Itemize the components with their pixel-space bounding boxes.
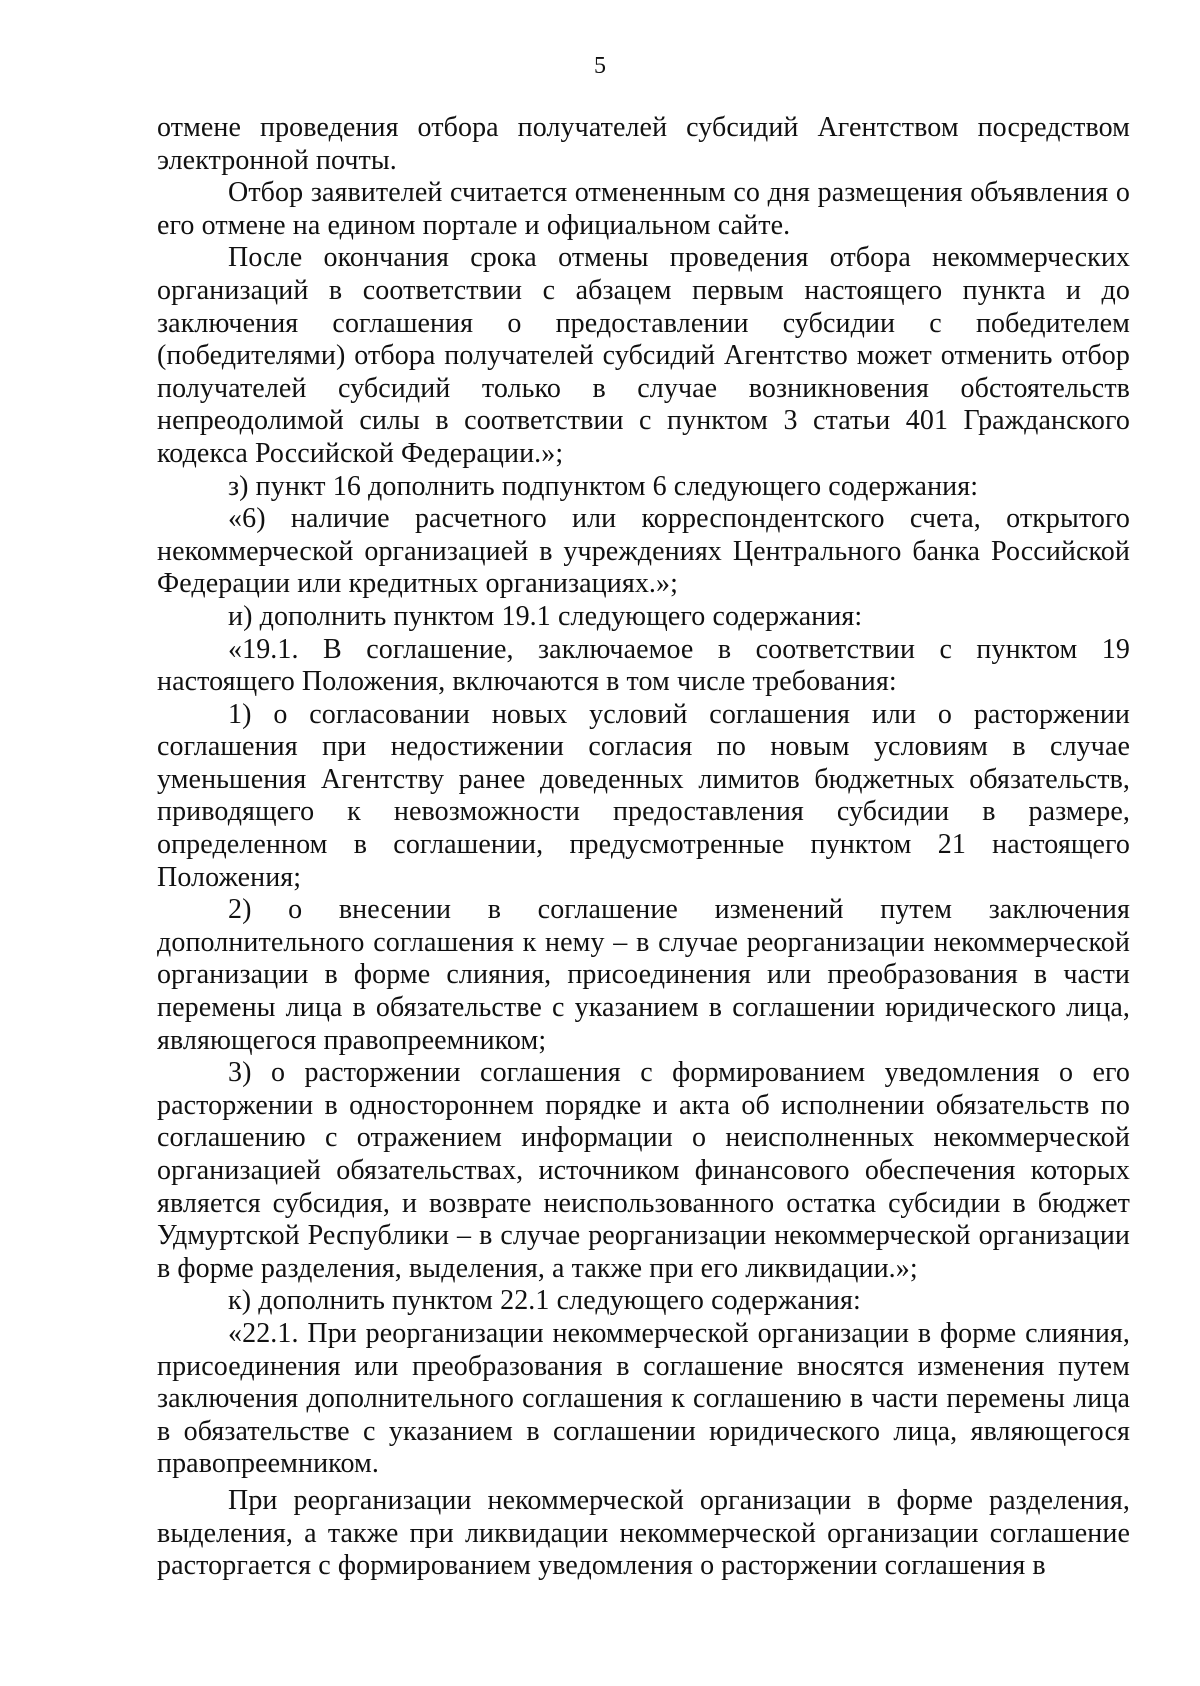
paragraph: Отбор заявителей считается отмененным со дня размещения объявления о его отмене на едином портале и официальном сайте. [157,177,1130,241]
document-body [157,112,1130,1583]
paragraph: з) пункт 16 дополнить подпунктом 6 следующего содержания: [228,470,979,502]
list-item-3: 3) о расторжении соглашения с формированием уведомления о его расторжении в одностороннем порядке и акта об исполнении обязательств по соглашению с отражением информации о неисполненных некоммерческой организацией обязательствах, источником финансового обеспечения которых является субсидия, и возврате неиспользованного остатка субсидии в бюджет Удмуртской Республики – в случае реорганизации некоммерческой организации в форме разделения, выделения, а также при его ликвидации.»; [157,1057,1130,1284]
paragraph: к) дополнить пунктом 22.1 следующего содержания: [228,1285,861,1317]
list-item-2: 2) о внесении в соглашение изменений путем заключения дополнительного соглашения к нему – в случае реорганизации некоммерческой организации в форме слияния, присоединения или преобразования в части перемены лица в обязательстве с указанием в соглашении юридического лица, являющегося правопреемником; [157,894,1130,1056]
page-number: 5 [594,53,606,79]
paragraph-continuation: отмене проведения отбора получателей субсидий Агентством посредством электронной почты. [157,112,1130,176]
paragraph: После окончания срока отмены проведения отбора некоммерческих организаций в соответствии с абзацем первым настоящего пункта и до заключения соглашения о предоставлении субсидии с победителем (победителями) отбора получателей субсидий Агентство может отменить отбор получателей субсидий только в случае возникновения обстоятельств непреодолимой силы в соответствии с пунктом 3 статьи 401 Гражданского кодекса Российской Федерации.»; [157,242,1130,469]
paragraph: «6) наличие расчетного или корреспондентского счета, открытого некоммерческой организацией в учреждениях Центрального банка Российской Федерации или кредитных организациях.»; [157,503,1130,600]
paragraph: и) дополнить пунктом 19.1 следующего содержания: [228,600,863,632]
list-item-1: 1) о согласовании новых условий соглашения или о расторжении соглашения при недостижении согласия по новым условиям в случае уменьшения Агентству ранее доведенных лимитов бюджетных обязательств, приводящего к невозможности предоставления субсидии в размере, определенном в соглашении, предусмотренные пунктом 21 настоящего Положения; [157,698,1130,893]
paragraph: При реорганизации некоммерческой организации в форме разделения, выделения, а также при ликвидации некоммерческой организации соглашение расторгается с формированием уведомления о расторжении соглашения в [157,1484,1130,1582]
paragraph: «22.1. При реорганизации некоммерческой организации в форме слияния, присоединения или преобразования в соглашение вносятся изменения путем заключения дополнительного соглашения к соглашению в части перемены лица в обязательстве с указанием в соглашении юридического лица, являющегося правопреемником. [157,1317,1130,1480]
paragraph: «19.1. В соглашение, заключаемое в соответствии с пунктом 19 настоящего Положения, включаются в том числе требования: [157,633,1130,698]
